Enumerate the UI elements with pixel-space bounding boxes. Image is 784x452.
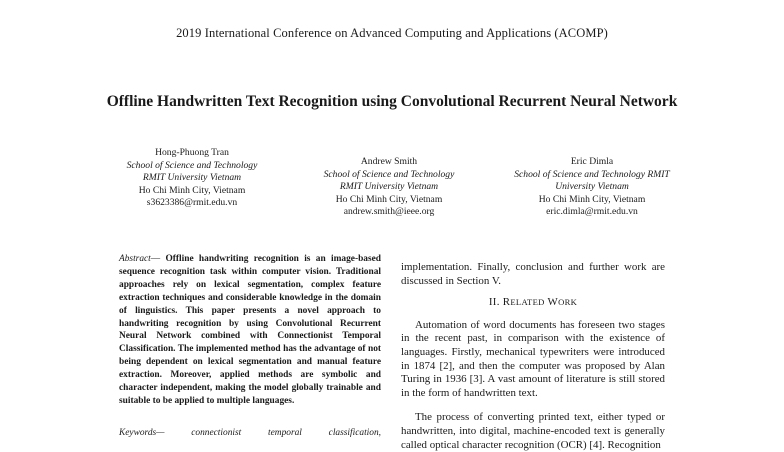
author-affiliation: School of Science and Technology RMIT University Vietnam: [514, 168, 670, 193]
author-block: [118, 147, 266, 210]
right-column: [401, 261, 665, 452]
abstract-text: Offline handwriting recognition is an image-based sequence recognition task within computer vision. Traditional approaches rely on lexical segmentation, complex feature extraction techniques and considerable knowledge in the domain of linguistics. This paper presents a novel approach to handwriting recognition by using Convolutional Recurrent Neural Network combined with Connectionist Temporal Classification. The implemented method has the advantage of not being dependent on lexical segmentation and manual feature extraction. Moreover, applied methods are symbolic and character independent, making the model globally trainable and suitable to be applied to multiple languages.: [119, 254, 381, 406]
paper-title: Offline Handwritten Text Recognition using Convolutional Recurrent Neural Network: [106, 93, 678, 110]
author-email: andrew.smith@ieee.org: [343, 206, 435, 218]
author-affiliation: School of Science and Technology RMIT University Vietnam: [323, 168, 455, 193]
conference-header: 2019 International Conference on Advanced Computing and Applications (ACOMP): [176, 26, 608, 40]
section-number: II.: [488, 296, 500, 309]
author-city: Ho Chi Minh City, Vietnam: [538, 193, 646, 205]
author-city: Ho Chi Minh City, Vietnam: [335, 193, 443, 205]
abstract-label: Abstract: [119, 254, 151, 264]
section-word-rest: ELATED: [510, 297, 545, 308]
abstract: [119, 253, 381, 408]
author-affiliation: School of Science and Technology RMIT University Vietnam: [126, 159, 258, 184]
author-email: s3623386@rmit.edu.vn: [146, 197, 238, 209]
section-letter: R: [502, 296, 511, 309]
author-name: Eric Dimla: [570, 156, 614, 167]
section-letter: W: [547, 296, 559, 309]
author-block: [512, 156, 672, 219]
section-heading: [401, 296, 665, 310]
author-name: Andrew Smith: [360, 156, 418, 167]
author-name: Hong-Phuong Tran: [155, 147, 229, 158]
keywords: Keywords— connectionist temporal classification,: [119, 428, 381, 438]
author-email: eric.dimla@rmit.edu.vn: [546, 206, 638, 218]
author-block: [318, 156, 460, 219]
section-word-rest: ORK: [558, 297, 578, 308]
intro-continuation: implementation. Finally, conclusion and further work are discussed in Section V.: [401, 261, 665, 287]
paragraph: Automation of word documents has foreseen two stages in the recent past, in comparison with the existence of languages. Firstly, mechanical typewriters were introduced in 1874 [2], and then the computer was proposed by Alan Turing in 1936 [3]. A vast amount of literature is still stored in the form of handwritten text.: [401, 318, 665, 399]
author-city: Ho Chi Minh City, Vietnam: [138, 184, 246, 196]
paragraph: The process of converting printed text, either typed or handwritten, into digital, machine-encoded text is generally called optical character recognition (OCR) [4]. Recognition: [401, 411, 665, 451]
abstract-dash: —: [150, 254, 161, 264]
